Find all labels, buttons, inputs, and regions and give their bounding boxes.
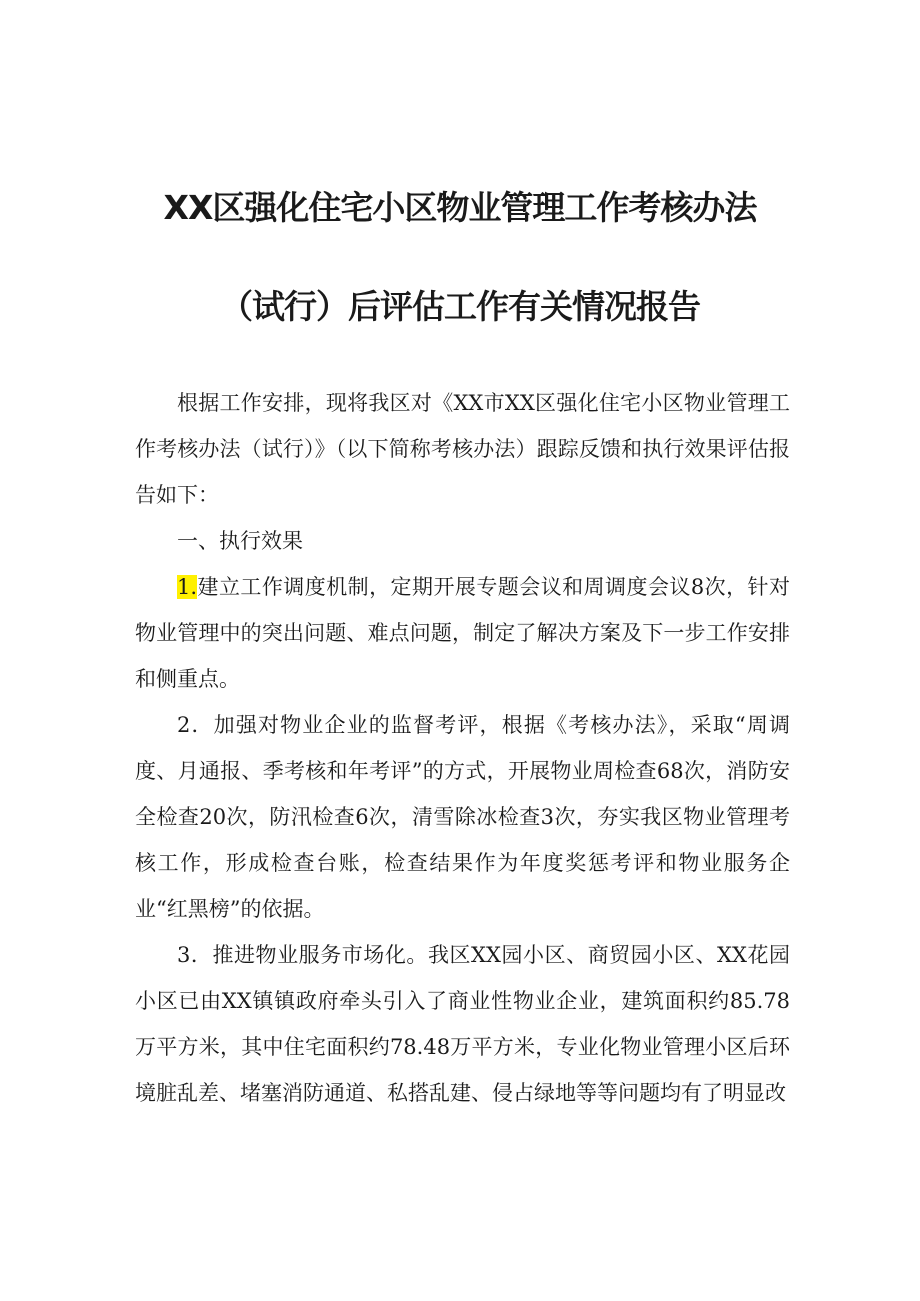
item-3-paragraph: 3．推进物业服务市场化。我区XX园小区、商贸园小区、XX花园小区已由XX镇镇政府牵头引入了商业性物业企业，建筑面积约85.78万平方米，其中住宅面积约78.48万平方米，专业化物业管理小区后环境脏乱差、堵塞消防通道、私搭乱建、侵占绿地等等问题均有了明显改 bbox=[135, 943, 790, 1105]
document-title-line-2: （试行）后评估工作有关情况报告 bbox=[220, 287, 700, 326]
document-title-line-1: XX区强化住宅小区物业管理工作考核办法 bbox=[163, 188, 757, 227]
intro-paragraph: 根据工作安排，现将我区对《XX市XX区强化住宅小区物业管理工作考核办法（试行）》（以下简称考核办法）跟踪反馈和执行效果评估报告如下： bbox=[135, 391, 790, 507]
item-1-text: 建立工作调度机制，定期开展专题会议和周调度会议8次，针对物业管理中的突出问题、难点问题，制定了解决方案及下一步工作安排和侧重点。 bbox=[135, 575, 790, 691]
item-1-number-highlight: 1. bbox=[177, 575, 198, 599]
item-2-paragraph: 2．加强对物业企业的监督考评，根据《考核办法》，采取“周调度、月通报、季考核和年考评”的方式，开展物业周检查68次，消防安全检查20次，防汛检查6次，清雪除冰检查3次，夯实我区物业管理考核工作，形成检查台账，检查结果作为年度奖惩考评和物业服务企业“红黑榜”的依据。 bbox=[135, 713, 790, 921]
section-heading-execution-effect: 一、执行效果 bbox=[177, 529, 303, 553]
item-1-paragraph bbox=[135, 564, 790, 702]
document-body bbox=[135, 380, 790, 1116]
